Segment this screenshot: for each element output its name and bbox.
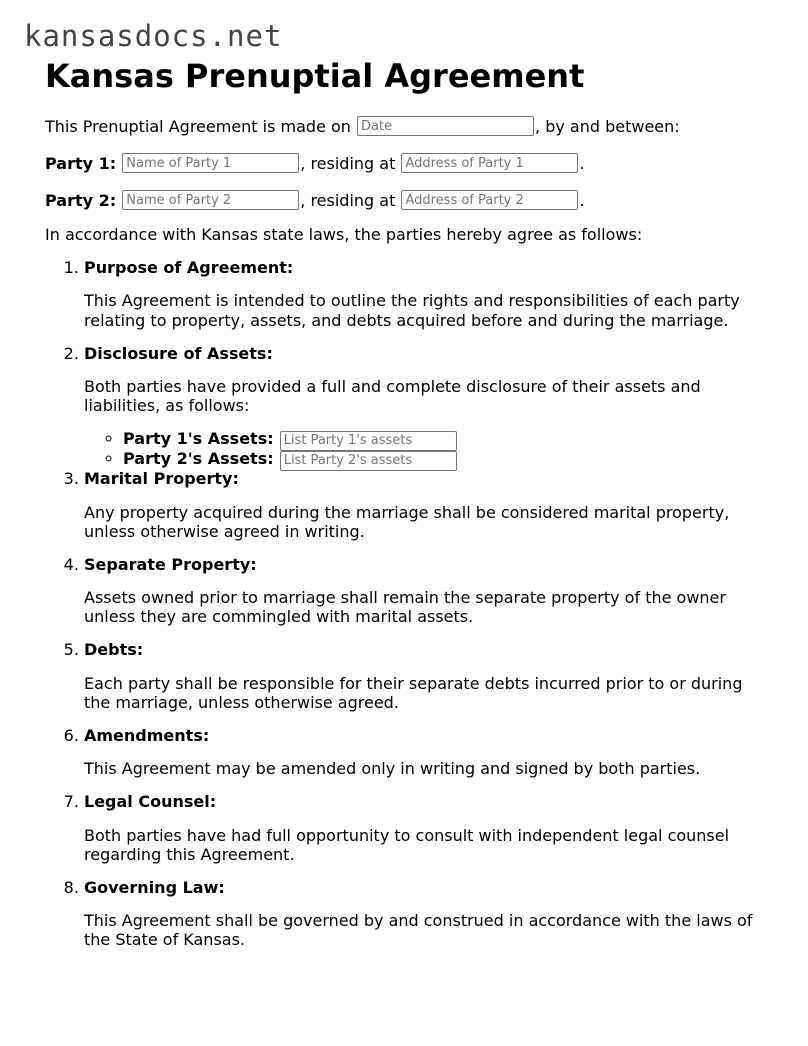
section-body: This Agreement is intended to outline the rights and responsibilities of each party relating to property, assets, and debts acquired before and during the marriage. [84,291,740,330]
section-disclosure [84,344,765,470]
section-heading: 7. Legal Counsel: [84,792,217,812]
section-heading: 8. Governing Law: [84,877,225,897]
party1-label: Party 1: [45,153,117,173]
intro-suffix: , by and between: [535,116,680,136]
party1-assets-input[interactable] [280,431,457,451]
section-heading: 6. Amendments: [84,726,210,745]
section-marital-property [84,469,765,541]
assets-list [84,429,765,469]
party2-end: . [579,190,585,210]
section-heading: 1. Purpose of Agreement: [84,258,294,278]
party2-name-input[interactable] [122,190,299,210]
date-input[interactable] [357,116,534,136]
section-legal-counsel [84,792,765,864]
party1-end: . [579,153,585,173]
section-heading: 5. Debts: [84,640,144,660]
sections-list [45,258,765,949]
party1-address-input[interactable] [401,153,578,173]
section-body: Both parties have provided a full and complete disclosure of their assets and liabilities, as follows: [84,376,701,416]
section-body: Any property acquired during the marriage shall be considered marital property, unless otherwise agreed in writing. [84,502,730,541]
party2-line [45,188,765,212]
section-separate-property [84,555,765,627]
section-governing-law [84,878,765,950]
agreement-form [45,114,765,950]
party1-assets-label: Party 1's Assets: [123,429,274,449]
section-body: This Agreement may be amended only in writing and signed by both parties. [84,759,701,779]
party2-assets-label: Party 2's Assets: [123,449,274,469]
party1-residing-text: , residing at [300,153,396,173]
accordance-text: In accordance with Kansas state laws, the parties hereby agree as follows: [45,225,643,244]
section-heading: 4. Separate Property: [84,554,257,574]
party2-address-input[interactable] [401,190,578,210]
party2-assets-input[interactable] [280,451,457,471]
section-body: This Agreement shall be governed by and construed in accordance with the laws of the State of Kansas. [84,911,753,950]
party2-assets-item [123,449,765,469]
intro-line [45,114,765,138]
section-heading: 3. Marital Property: [84,469,239,489]
site-watermark: kansasdocs.net [24,19,283,53]
party1-line [45,151,765,175]
party2-residing-text: , residing at [300,190,396,210]
section-amendments [84,726,765,778]
party1-assets-item [123,429,765,449]
section-purpose [84,258,765,330]
section-body: Each party shall be responsible for their separate debts incurred prior to or during the marriage, unless otherwise agreed. [84,673,743,712]
party1-name-input[interactable] [122,153,299,173]
party2-label: Party 2: [45,190,117,210]
section-body: Both parties have had full opportunity to consult with independent legal counsel regarding this Agreement. [84,825,730,864]
section-heading: 2. Disclosure of Assets: [84,343,273,363]
intro-text: This Prenuptial Agreement is made on [45,116,351,136]
section-body: Assets owned prior to marriage shall remain the separate property of the owner unless they are commingled with marital assets. [84,588,726,627]
section-debts [84,640,765,712]
page-title: Kansas Prenuptial Agreement [45,57,585,95]
